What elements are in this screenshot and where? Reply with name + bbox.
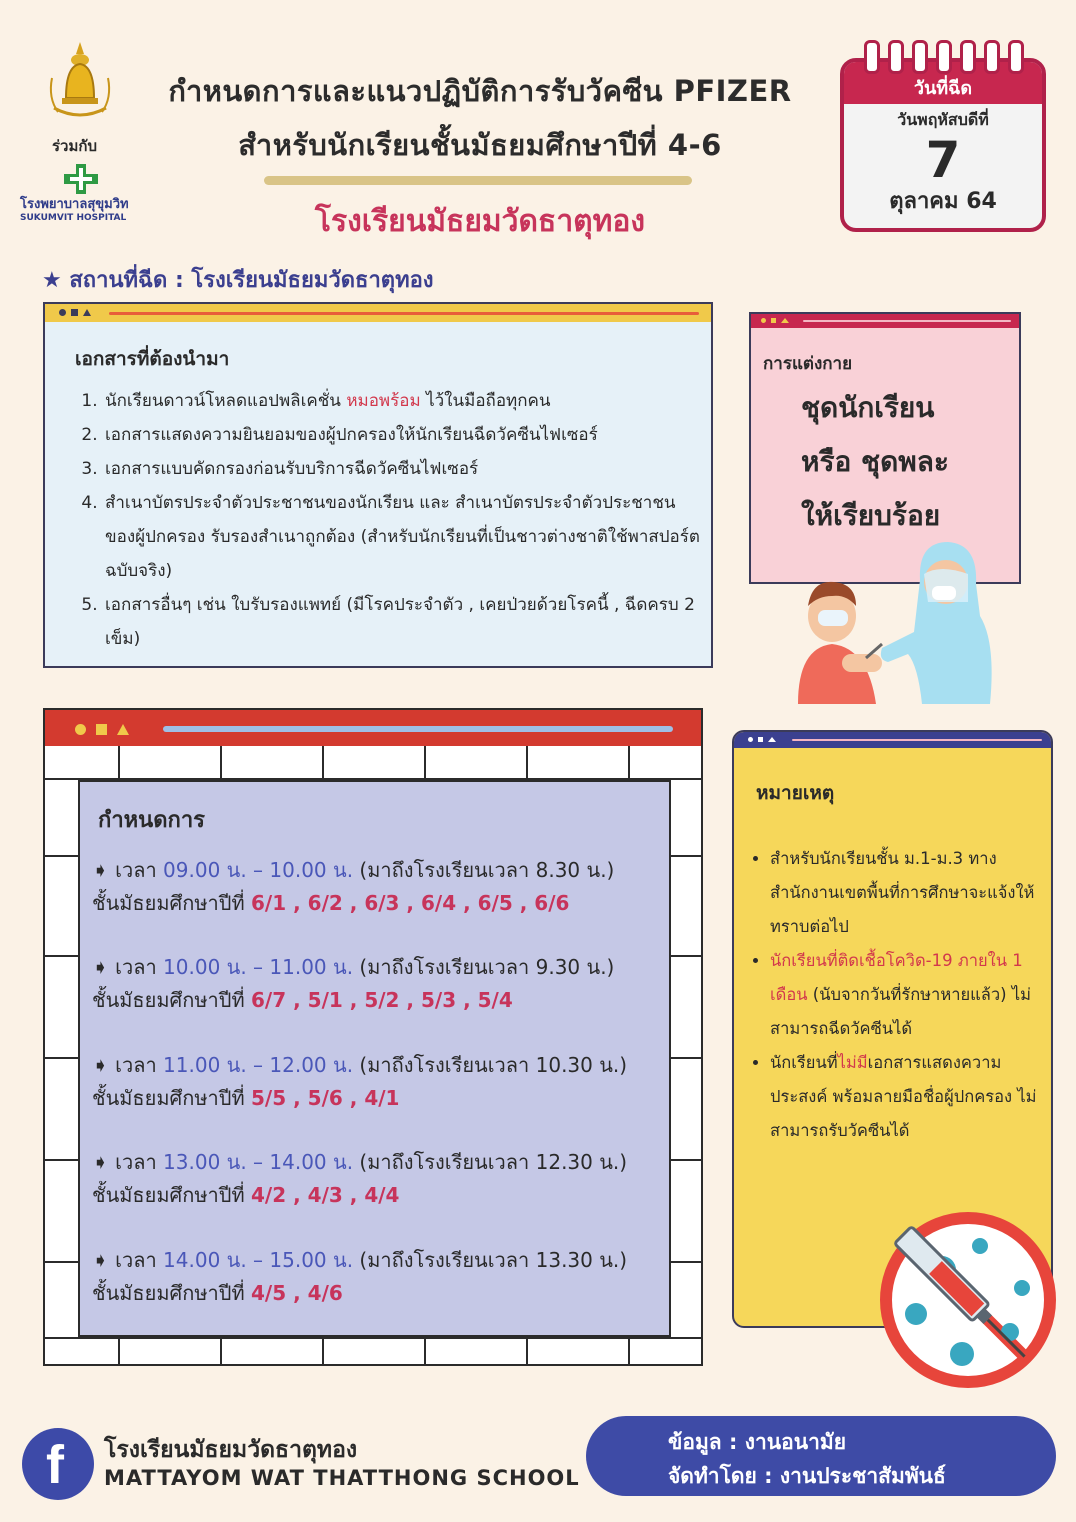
window-bar (751, 314, 1019, 328)
schedule-slot: ➧ เวลา 11.00 น. – 12.00 น. (มาถึงโรงเรียนเวลา 10.30 น.) ชั้นมัธยมศึกษาปีที่ 5/5 , 5/6 , 4/1 (92, 1053, 628, 1110)
calendar-ring-icon (888, 40, 904, 74)
dress-line: ชุดนักเรียน (801, 391, 935, 424)
location-line: ★ สถานที่ฉีด : โรงเรียนมัธยมวัดธาตุทอง (42, 268, 434, 293)
notes-list (748, 842, 1050, 1148)
calendar-label: วันที่ฉีด (844, 62, 1042, 104)
credits-info: ข้อมูล : งานอนามัย (668, 1430, 847, 1454)
hospital-cross-icon (64, 164, 98, 194)
facebook-icon[interactable]: f (22, 1428, 94, 1500)
page-title: กำหนดการและแนวปฏิบัติการรับวัคซีน PFIZER (168, 74, 792, 108)
schedule-panel (43, 708, 703, 1366)
window-bar (734, 732, 1051, 748)
window-bar (45, 710, 701, 746)
list-item: 3. เอกสารแบบคัดกรองก่อนรับบริการฉีดวัคซีนไฟเซอร์ (103, 452, 703, 486)
list-item: 5. เอกสารอื่นๆ เช่น ใบรับรองแพทย์ (มีโรคประจำตัว , เคยป่วยด้วยโรคนี้ , ฉีดครบ 2 เข็ม) (103, 588, 703, 656)
documents-list (79, 384, 703, 656)
list-item: 1. นักเรียนดาวน์โหลดแอปพลิเคชั่น หมอพร้อม ไว้ในมือถือทุกคน (103, 384, 703, 418)
cooperation-label: ร่วมกับ (52, 137, 97, 155)
schedule-content (78, 780, 671, 1337)
page-subtitle: สำหรับนักเรียนชั้นมัธยมศึกษาปีที่ 4-6 (238, 128, 722, 162)
school-name: โรงเรียนมัธยมวัดธาตุทอง (314, 204, 646, 239)
list-item: 4. สำเนาบัตรประจำตัวประชาชนของนักเรียน และ สำเนาบัตรประจำตัวประชาชนของผู้ปกครอง รับรองสำเนาถูกต้อง (สำหรับนักเรียนที่เป็นชาวต่างชาติใช้พาสปอร์ตฉบับจริง) (103, 486, 703, 588)
schedule-slot: ➧ เวลา 13.00 น. – 14.00 น. (มาถึงโรงเรียนเวลา 12.30 น.) ชั้นมัธยมศึกษาปีที่ 4/2 , 4/3 , 4/4 (92, 1150, 628, 1207)
calendar-ring-icon (984, 40, 1000, 74)
documents-panel (43, 302, 713, 668)
calendar-weekday: วันพฤหัสบดีที่ (897, 110, 989, 129)
hospital-name-th: โรงพยาบาลสุขุมวิท (20, 197, 129, 212)
dress-label: การแต่งกาย (763, 354, 853, 374)
schedule-slot: ➧ เวลา 10.00 น. – 11.00 น. (มาถึงโรงเรียนเวลา 9.30 น.) ชั้นมัธยมศึกษาปีที่ 6/7 , 5/1 , 5/2 , 5/3 , 5/4 (92, 955, 615, 1012)
calendar-month: ตุลาคม 64 (889, 189, 997, 214)
documents-title: เอกสารที่ต้องนำมา (75, 348, 230, 370)
calendar-ring-icon (1008, 40, 1024, 74)
calendar-ring-icon (864, 40, 880, 74)
calendar-ring-icon (960, 40, 976, 74)
schedule-slot: ➧ เวลา 09.00 น. – 10.00 น. (มาถึงโรงเรียนเวลา 8.30 น.) ชั้นมัธยมศึกษาปีที่ 6/1 , 6/2 , 6/3 , 6/4 , 6/5 , 6/6 (92, 858, 615, 915)
dress-line: หรือ ชุดพละ (801, 445, 949, 478)
dress-line: ให้เรียบร้อย (801, 499, 941, 532)
list-item: • นักเรียนที่ติดเชื้อโควิด-19 ภายใน 1 เดือน (นับจากวันที่รักษาหายแล้ว) ไม่สามารถฉีดวัคซีนได้ (770, 944, 1050, 1046)
schedule-title: กำหนดการ (98, 808, 205, 833)
hospital-name-en: SUKUMVIT HOSPITAL (20, 213, 127, 223)
footer-school-en: MATTAYOM WAT THATTHONG SCHOOL (104, 1466, 580, 1490)
schedule-slot: ➧ เวลา 14.00 น. – 15.00 น. (มาถึงโรงเรียนเวลา 13.30 น.) ชั้นมัธยมศึกษาปีที่ 4/5 , 4/6 (92, 1248, 628, 1305)
credits-by: จัดทำโดย : งานประชาสัมพันธ์ (668, 1464, 946, 1488)
calendar-ring-icon (912, 40, 928, 74)
list-item: • นักเรียนที่ไม่มีเอกสารแสดงความประสงค์ พร้อมลายมือชื่อผู้ปกครอง ไม่สามารถรับวัคซีนได้ (770, 1046, 1050, 1148)
vaccination-illustration (790, 536, 1000, 706)
credits-badge (586, 1416, 1056, 1496)
calendar-ring-icon (936, 40, 952, 74)
window-bar (45, 304, 711, 322)
footer-school-th: โรงเรียนมัธยมวัดธาตุทอง (104, 1437, 358, 1463)
injection-date-calendar (840, 58, 1046, 232)
title-divider (264, 176, 692, 185)
no-virus-syringe-icon (872, 1204, 1062, 1394)
school-emblem-icon (44, 38, 116, 130)
notes-title: หมายเหตุ (756, 782, 835, 804)
list-item: 2. เอกสารแสดงความยินยอมของผู้ปกครองให้นักเรียนฉีดวัคซีนไฟเซอร์ (103, 418, 703, 452)
calendar-day: 7 (925, 131, 961, 189)
list-item: • สำหรับนักเรียนชั้น ม.1-ม.3 ทางสำนักงานเขตพื้นที่การศึกษาจะแจ้งให้ทราบต่อไป (770, 842, 1050, 944)
